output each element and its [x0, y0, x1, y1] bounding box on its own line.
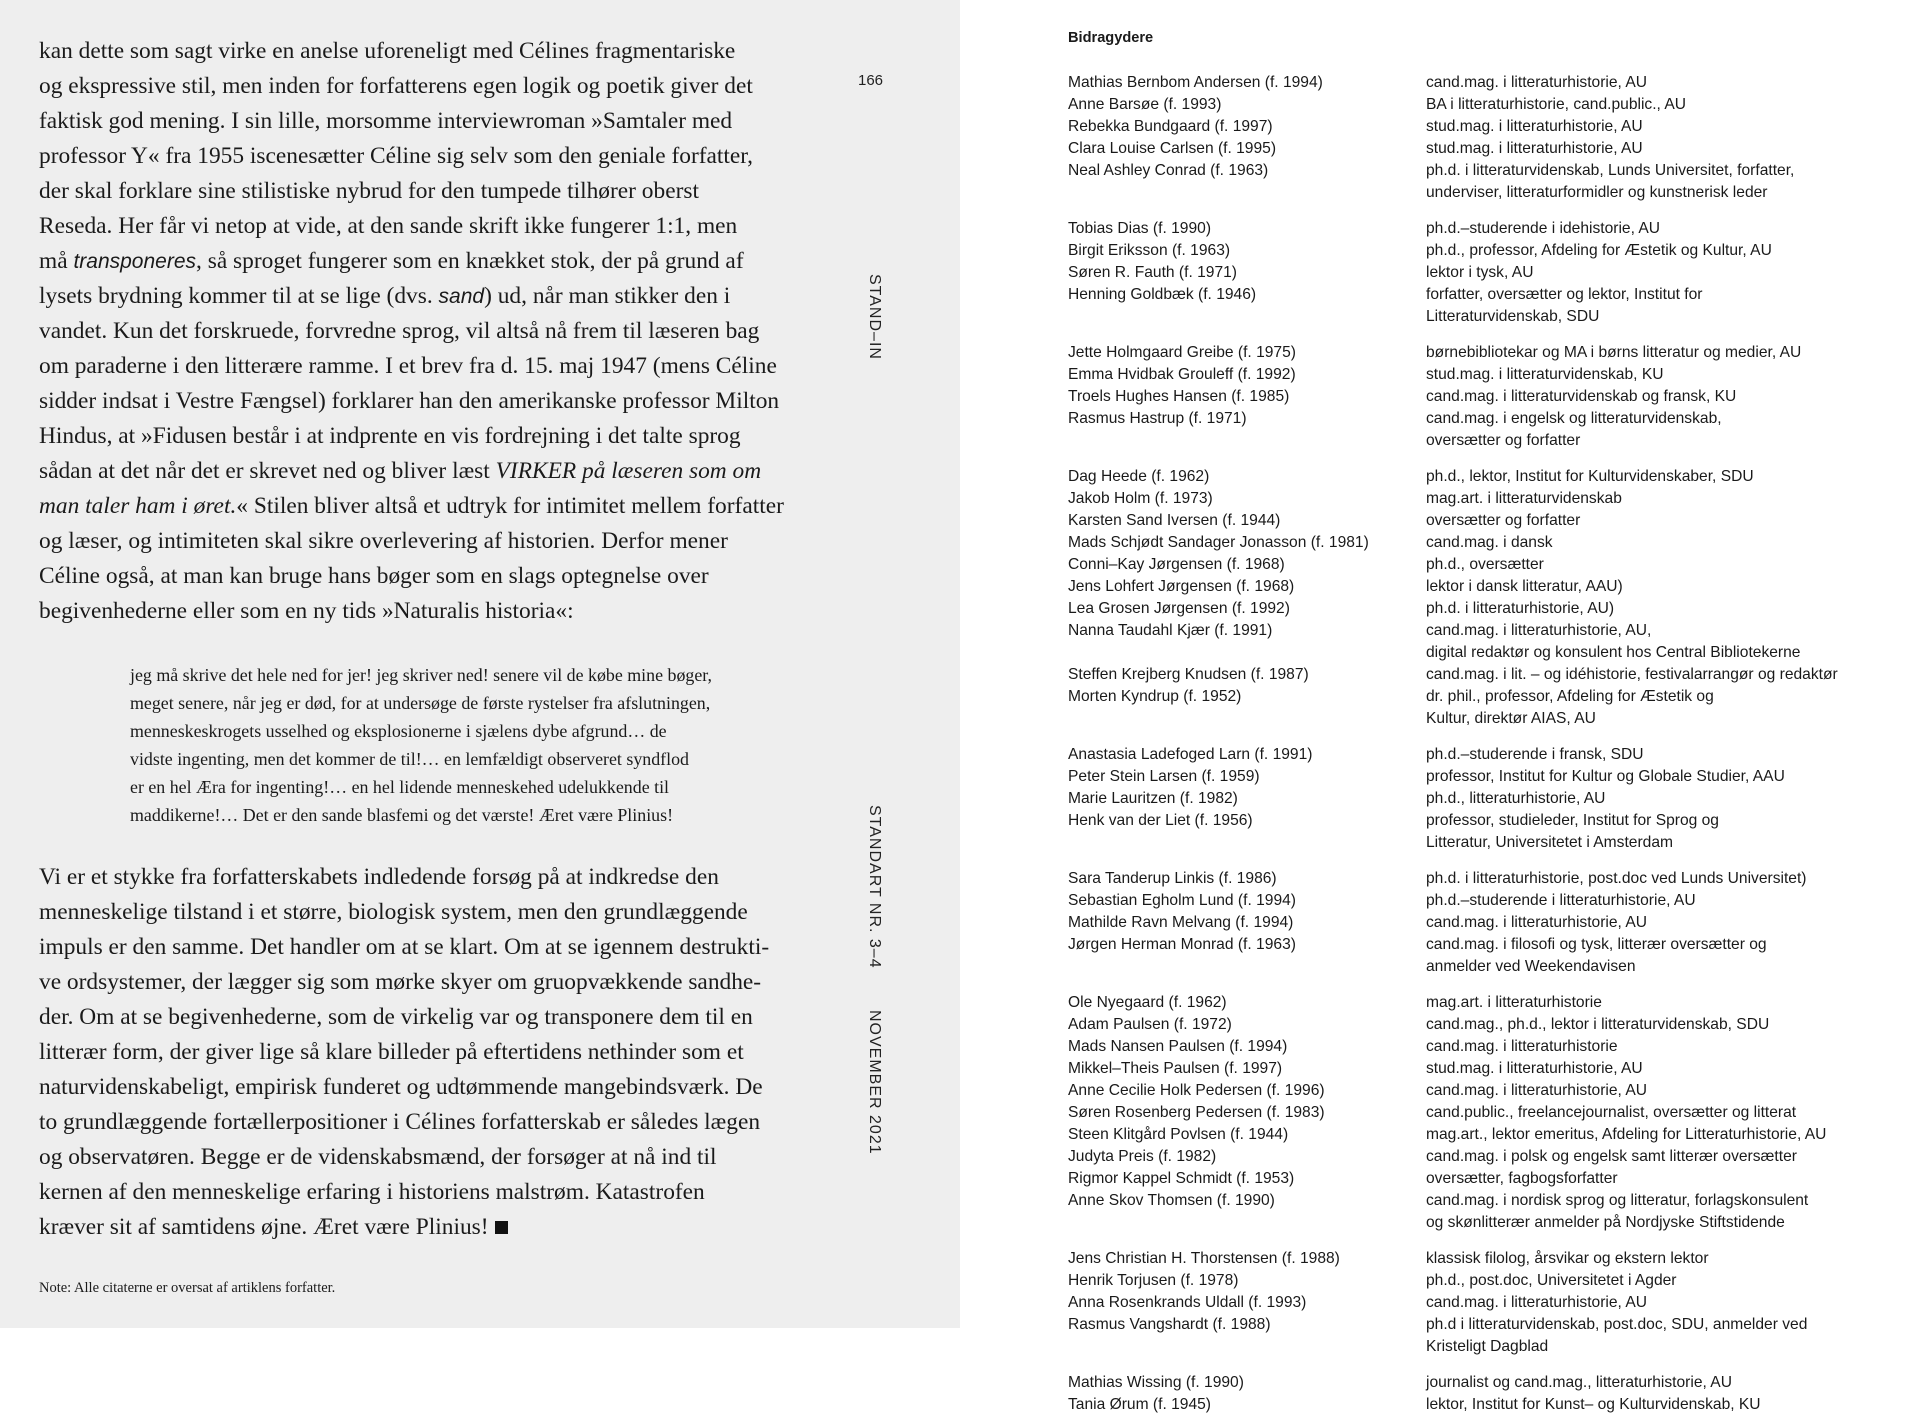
contributor-row: [1068, 1292, 1908, 1314]
text-run: sidder indsat i Vestre Fængsel) forklarer han den amerikanske professor Milton: [39, 388, 780, 414]
contributor-name: Marie Lauritzen (f. 1982): [1068, 790, 1238, 807]
contributor-name: Anne Cecilie Holk Pedersen (f. 1996): [1068, 1082, 1325, 1099]
text-line: kernen af den menneskelige erfaring i historiens malstrøm. Katastrofen: [39, 1179, 705, 1205]
contributor-description: stud.mag. i litteraturhistorie, AU: [1426, 118, 1643, 135]
contributor-row: [1068, 488, 1908, 510]
contributor-description: klassisk filolog, årsvikar og ekstern lektor: [1426, 1250, 1709, 1267]
contributor-description: ph.d.–studerende i litteraturhistorie, AU: [1426, 892, 1696, 909]
contributor-description: cand.mag. i nordisk sprog og litteratur, forlagskonsulent og skønlitterær anmelder på Nordjyske Stiftstidende: [1426, 1192, 1809, 1231]
contributor-row: [1068, 116, 1908, 138]
text-line: [39, 279, 805, 314]
contributor-row: [1068, 342, 1908, 364]
contributor-description: lektor i dansk litteratur, AAU): [1426, 578, 1623, 595]
text-run: Céline også, at man kan bruge hans bøger som en slags optegnelse over: [39, 563, 709, 589]
text-run: vandet. Kun det forskruede, forvredne sprog, vil altså nå frem til læseren bag: [39, 318, 760, 344]
contributor-description: ph.d. i litteraturhistorie, post.doc ved Lunds Universitet): [1426, 870, 1807, 887]
contributor-name: Troels Hughes Hansen (f. 1985): [1068, 388, 1290, 405]
contributor-description: professor, studieleder, Institut for Sprog og Litteratur, Universitetet i Amsterdam: [1426, 812, 1719, 851]
text-line: Vi er et stykke fra forfatterskabets indledende forsøg på at indkredse den: [39, 864, 719, 890]
contributor-description: ph.d.–studerende i fransk, SDU: [1426, 746, 1644, 763]
text-line: [39, 559, 805, 594]
contributor-name: Tobias Dias (f. 1990): [1068, 220, 1212, 237]
contributor-description: cand.public., freelancejournalist, oversætter og litterat: [1426, 1104, 1797, 1121]
left-page: [0, 0, 960, 1328]
text-line: [39, 314, 805, 349]
text-run: lysets brydning kommer til at se lige (dvs.: [39, 283, 439, 309]
quote-line: vidste ingenting, men det kommer de til!… en lemfældigt observeret syndflod: [130, 749, 689, 769]
text-line: impuls er den samme. Det handler om at se klart. Om at se igennem destrukti-: [39, 934, 770, 960]
text-line: [39, 489, 805, 524]
text-run: kræver sit af samtidens øjne. Æret være Plinius!: [39, 1214, 489, 1240]
block-quote: [130, 661, 810, 829]
contributor-row: [1068, 386, 1908, 408]
contributor-group: [1068, 342, 1908, 452]
contributor-description: cand.mag. i litteraturhistorie, AU, digital redaktør og konsulent hos Central Bibliotekerne: [1426, 622, 1801, 661]
contributor-row: [1068, 686, 1908, 730]
contributor-description: ph.d., oversætter: [1426, 556, 1544, 573]
text-run: og læser, og intimiteten skal sikre overlevering af historien. Derfor mener: [39, 528, 728, 554]
contributor-name: Anastasia Ladefoged Larn (f. 1991): [1068, 746, 1313, 763]
contributor-row: [1068, 1036, 1908, 1058]
contributor-name: Ole Nyegaard (f. 1962): [1068, 994, 1227, 1011]
text-run: « Stilen bliver altså et udtryk for intimitet mellem forfatter: [236, 493, 784, 519]
contributor-row: [1068, 992, 1908, 1014]
contributor-row: [1068, 810, 1908, 854]
contributor-description: cand.mag. i litteraturhistorie, AU: [1426, 74, 1648, 91]
contributor-row: [1068, 620, 1908, 664]
body-paragraph-1: [39, 34, 805, 629]
contributor-name: Sara Tanderup Linkis (f. 1986): [1068, 870, 1277, 887]
contributor-group: [1068, 218, 1908, 328]
quote-line: menneskeskrogets usselhed og eksplosionerne i sjælens dybe afgrund… de: [130, 721, 667, 741]
text-line: menneskelige tilstand i et større, biologisk system, men den grundlæggende: [39, 899, 748, 925]
contributor-name: Clara Louise Carlsen (f. 1995): [1068, 140, 1277, 157]
text-line: [39, 1210, 805, 1245]
contributor-description: mag.art. i litteraturvidenskab: [1426, 490, 1622, 507]
contributor-description: cand.mag. i engelsk og litteraturvidenskab, oversætter og forfatter: [1426, 410, 1722, 449]
contributor-group: [1068, 1248, 1908, 1358]
contributor-group: [1068, 744, 1908, 854]
text-line: [39, 454, 805, 489]
contributor-row: [1068, 1014, 1908, 1036]
contributor-name: Mads Nansen Paulsen (f. 1994): [1068, 1038, 1288, 1055]
running-section-title: STAND–IN: [866, 274, 883, 360]
contributor-name: Mathias Wissing (f. 1990): [1068, 1374, 1244, 1391]
text-run: Hindus, at »Fidusen består i at indprente en vis fordrejning i det talte sprog: [39, 423, 741, 449]
contributor-description: ph.d., litteraturhistorie, AU: [1426, 790, 1606, 807]
contributor-name: Rasmus Hastrup (f. 1971): [1068, 410, 1247, 427]
page-number: 166: [858, 72, 884, 89]
contributor-row: [1068, 1270, 1908, 1292]
text-line: [39, 524, 805, 559]
contributor-name: Neal Ashley Conrad (f. 1963): [1068, 162, 1269, 179]
quote-line: maddikerne!… Det er den sande blasfemi og det værste! Æret være Plinius!: [130, 805, 674, 825]
contributor-name: Søren R. Fauth (f. 1971): [1068, 264, 1238, 281]
contributor-name: Judyta Preis (f. 1982): [1068, 1148, 1217, 1165]
text-line: litterær form, der giver lige så klare billeder på eftertidens nethinder som et: [39, 1039, 744, 1065]
contributor-name: Henk van der Liet (f. 1956): [1068, 812, 1253, 829]
contributor-name: Mikkel–Theis Paulsen (f. 1997): [1068, 1060, 1283, 1077]
contributor-description: ph.d., professor, Afdeling for Æstetik og Kultur, AU: [1426, 242, 1772, 259]
contributor-row: [1068, 576, 1908, 598]
contributor-row: [1068, 1124, 1908, 1146]
contributor-row: [1068, 1314, 1908, 1358]
contributor-row: [1068, 408, 1908, 452]
text-line: [39, 419, 805, 454]
contributor-name: Mads Schjødt Sandager Jonasson (f. 1981): [1068, 534, 1369, 551]
contributor-description: oversætter og forfatter: [1426, 512, 1581, 529]
italic-run: VIRKER på læseren som om: [495, 458, 762, 484]
text-line: [39, 594, 805, 629]
text-run: faktisk god mening. I sin lille, morsomme interviewroman »Samtaler med: [39, 108, 733, 134]
contributor-group: [1068, 72, 1908, 204]
contributor-row: [1068, 664, 1908, 686]
quote-line: jeg må skrive det hele ned for jer! jeg skriver ned! senere vil de købe mine bøger,: [130, 665, 712, 685]
contributor-name: Karsten Sand Iversen (f. 1944): [1068, 512, 1281, 529]
contributor-row: [1068, 262, 1908, 284]
contributor-name: Adam Paulsen (f. 1972): [1068, 1016, 1232, 1033]
contributor-name: Henning Goldbæk (f. 1946): [1068, 286, 1257, 303]
contributor-name: Steffen Krejberg Knudsen (f. 1987): [1068, 666, 1309, 683]
contributor-row: [1068, 284, 1908, 328]
contributor-row: [1068, 466, 1908, 488]
contributor-row: [1068, 160, 1908, 204]
contributor-group: [1068, 868, 1908, 978]
contributor-description: ph.d.–studerende i idehistorie, AU: [1426, 220, 1661, 237]
contributor-description: cand.mag. i dansk: [1426, 534, 1553, 551]
italic-run: sand: [438, 285, 485, 308]
running-magazine-title: STANDART NR. 3–4: [866, 805, 883, 969]
contributors-list: [1068, 72, 1908, 1416]
contributor-name: Rigmor Kappel Schmidt (f. 1953): [1068, 1170, 1295, 1187]
text-line: der. Om at se begivenhederne, som de virkelig var og transponere dem til en: [39, 1004, 753, 1030]
contributor-description: professor, Institut for Kultur og Globale Studier, AAU: [1426, 768, 1785, 785]
text-run: , så sproget fungerer som en knækket stok, der på grund af: [196, 248, 744, 274]
contributor-description: cand.mag. i litteraturhistorie, AU: [1426, 1294, 1648, 1311]
contributor-group: [1068, 992, 1908, 1234]
contributor-row: [1068, 1190, 1908, 1234]
contributor-row: [1068, 1372, 1908, 1394]
contributor-name: Jens Christian H. Thorstensen (f. 1988): [1068, 1250, 1340, 1267]
text-run: må: [39, 248, 74, 274]
body-paragraph-2: [39, 860, 805, 1245]
contributor-row: [1068, 554, 1908, 576]
contributor-name: Anne Skov Thomsen (f. 1990): [1068, 1192, 1275, 1209]
contributor-description: ph.d. i litteraturhistorie, AU): [1426, 600, 1615, 617]
running-issue-date: NOVEMBER 2021: [866, 1010, 883, 1155]
contributor-row: [1068, 766, 1908, 788]
text-line: ve ordsystemer, der lægger sig som mørke skyer om gruopvækkende sandhe-: [39, 969, 762, 995]
contributor-name: Morten Kyndrup (f. 1952): [1068, 688, 1242, 705]
end-mark-icon: [495, 1221, 508, 1234]
contributor-description: stud.mag. i litteraturvidenskab, KU: [1426, 366, 1664, 383]
contributor-row: [1068, 890, 1908, 912]
contributor-row: [1068, 72, 1908, 94]
contributor-row: [1068, 532, 1908, 554]
text-line: [39, 384, 805, 419]
contributor-description: børnebibliotekar og MA i børns litteratur og medier, AU: [1426, 344, 1802, 361]
contributor-row: [1068, 218, 1908, 240]
contributor-row: [1068, 912, 1908, 934]
text-run: professor Y« fra 1955 iscenesætter Céline sig selv som den geniale forfatter,: [39, 143, 753, 169]
text-line: [39, 209, 805, 244]
contributor-description: cand.mag. i litteraturhistorie, AU: [1426, 914, 1648, 931]
italic-run: man taler ham i øret.: [39, 493, 237, 519]
text-run: der skal forklare sine stilistiske nybrud for den tumpede tilhører oberst: [39, 178, 699, 204]
quote-line: er en hel Æra for ingenting!… en hel lidende menneskehed udelukkende til: [130, 777, 670, 797]
contributor-group: [1068, 1372, 1908, 1416]
text-run: om paraderne i den litterære ramme. I et brev fra d. 15. maj 1947 (mens Céline: [39, 353, 777, 379]
contributor-name: Jakob Holm (f. 1973): [1068, 490, 1213, 507]
text-line: [39, 104, 805, 139]
contributor-name: Jette Holmgaard Greibe (f. 1975): [1068, 344, 1296, 361]
contributor-name: Emma Hvidbak Grouleff (f. 1992): [1068, 366, 1296, 383]
contributor-row: [1068, 1168, 1908, 1190]
text-line: [39, 174, 805, 209]
contributor-description: cand.mag. i polsk og engelsk samt litterær oversætter: [1426, 1148, 1797, 1165]
contributor-row: [1068, 744, 1908, 766]
contributor-description: stud.mag. i litteraturhistorie, AU: [1426, 140, 1643, 157]
contributor-name: Jørgen Herman Monrad (f. 1963): [1068, 936, 1296, 953]
contributor-description: journalist og cand.mag., litteraturhistorie, AU: [1426, 1374, 1732, 1391]
contributors-heading: Bidragydere: [1068, 30, 1154, 46]
contributor-name: Lea Grosen Jørgensen (f. 1992): [1068, 600, 1290, 617]
contributor-name: Mathias Bernbom Andersen (f. 1994): [1068, 74, 1323, 91]
contributor-name: Dag Heede (f. 1962): [1068, 468, 1210, 485]
text-line: og observatøren. Begge er de videnskabsmænd, der forsøger at nå ind til: [39, 1144, 717, 1170]
contributor-description: oversætter, fagbogsforfatter: [1426, 1170, 1618, 1187]
contributor-description: cand.mag. i litteraturvidenskab og fransk, KU: [1426, 388, 1737, 405]
text-line: [39, 34, 805, 69]
text-line: [39, 244, 805, 279]
contributor-name: Rasmus Vangshardt (f. 1988): [1068, 1316, 1271, 1333]
contributor-row: [1068, 510, 1908, 532]
contributor-row: [1068, 1146, 1908, 1168]
contributor-row: [1068, 138, 1908, 160]
contributor-name: Jens Lohfert Jørgensen (f. 1968): [1068, 578, 1295, 595]
contributor-description: cand.mag. i litteraturhistorie: [1426, 1038, 1618, 1055]
contributor-row: [1068, 1080, 1908, 1102]
contributor-name: Mathilde Ravn Melvang (f. 1994): [1068, 914, 1294, 931]
contributor-description: cand.mag. i lit. – og idéhistorie, festivalarrangør og redaktør: [1426, 666, 1838, 683]
contributor-name: Henrik Torjusen (f. 1978): [1068, 1272, 1239, 1289]
contributor-description: stud.mag. i litteraturhistorie, AU: [1426, 1060, 1643, 1077]
quote-line: meget senere, når jeg er død, for at undersøge de første rystelser fra afslutningen,: [130, 693, 711, 713]
footnote: Note: Alle citaterne er oversat af artiklens forfatter.: [39, 1280, 336, 1296]
contributor-row: [1068, 94, 1908, 116]
contributor-row: [1068, 1248, 1908, 1270]
contributor-row: [1068, 788, 1908, 810]
contributor-name: Søren Rosenberg Pedersen (f. 1983): [1068, 1104, 1325, 1121]
contributor-name: Anne Barsøe (f. 1993): [1068, 96, 1222, 113]
contributor-name: Conni–Kay Jørgensen (f. 1968): [1068, 556, 1285, 573]
contributor-description: ph.d., post.doc, Universitetet i Agder: [1426, 1272, 1677, 1289]
contributor-description: lektor i tysk, AU: [1426, 264, 1534, 281]
contributor-description: cand.mag. i litteraturhistorie, AU: [1426, 1082, 1648, 1099]
italic-run: transponeres: [73, 250, 197, 273]
text-line: [39, 139, 805, 174]
contributor-name: Anna Rosenkrands Uldall (f. 1993): [1068, 1294, 1307, 1311]
contributor-description: dr. phil., professor, Afdeling for Æstetik og Kultur, direktør AIAS, AU: [1426, 688, 1714, 727]
contributor-description: cand.mag. i filosofi og tysk, litterær oversætter og anmelder ved Weekendavisen: [1426, 936, 1767, 975]
contributor-row: [1068, 240, 1908, 262]
text-line: [39, 349, 805, 384]
contributor-row: [1068, 364, 1908, 386]
text-run: ) ud, når man stikker den i: [484, 283, 731, 309]
text-run: begivenhederne eller som en ny tids »Naturalis historia«:: [39, 598, 574, 624]
text-line: naturvidenskabeligt, empirisk funderet og udtømmende mangebindsværk. De: [39, 1074, 763, 1100]
contributor-name: Tania Ørum (f. 1945): [1068, 1396, 1212, 1413]
contributor-name: Birgit Eriksson (f. 1963): [1068, 242, 1231, 259]
contributor-description: lektor, Institut for Kunst– og Kulturvidenskab, KU: [1426, 1396, 1761, 1413]
contributor-name: Steen Klitgård Povlsen (f. 1944): [1068, 1126, 1289, 1143]
text-run: sådan at det når det er skrevet ned og bliver læst: [39, 458, 496, 484]
contributor-description: ph.d i litteraturvidenskab, post.doc, SDU, anmelder ved Kristeligt Dagblad: [1426, 1316, 1808, 1355]
contributor-description: mag.art. i litteraturhistorie: [1426, 994, 1602, 1011]
contributor-name: Nanna Taudahl Kjær (f. 1991): [1068, 622, 1273, 639]
text-line: [39, 69, 805, 104]
contributor-group: [1068, 466, 1908, 730]
contributor-row: [1068, 1102, 1908, 1124]
contributor-description: ph.d. i litteraturvidenskab, Lunds Universitet, forfatter, underviser, litteraturformidler og kunstnerisk leder: [1426, 162, 1795, 201]
contributor-name: Peter Stein Larsen (f. 1959): [1068, 768, 1260, 785]
contributor-description: mag.art., lektor emeritus, Afdeling for Litteraturhistorie, AU: [1426, 1126, 1827, 1143]
contributor-row: [1068, 868, 1908, 890]
contributor-description: cand.mag., ph.d., lektor i litteraturvidenskab, SDU: [1426, 1016, 1770, 1033]
contributor-name: Rebekka Bundgaard (f. 1997): [1068, 118, 1273, 135]
text-line: to grundlæggende fortællerpositioner i Célines forfatterskab er således lægen: [39, 1109, 761, 1135]
text-run: kan dette som sagt virke en anelse uforeneligt med Célines fragmentariske: [39, 38, 736, 64]
text-run: Reseda. Her får vi netop at vide, at den sande skrift ikke fungerer 1:1, men: [39, 213, 738, 239]
contributor-description: ph.d., lektor, Institut for Kulturvidenskaber, SDU: [1426, 468, 1754, 485]
contributor-row: [1068, 1058, 1908, 1080]
contributor-row: [1068, 934, 1908, 978]
contributor-name: Sebastian Egholm Lund (f. 1994): [1068, 892, 1296, 909]
contributor-row: [1068, 1394, 1908, 1416]
text-run: og ekspressive stil, men inden for forfatterens egen logik og poetik giver det: [39, 73, 753, 99]
contributor-description: BA i litteraturhistorie, cand.public., AU: [1426, 96, 1687, 113]
contributor-description: forfatter, oversætter og lektor, Institut for Litteraturvidenskab, SDU: [1426, 286, 1703, 325]
contributor-row: [1068, 598, 1908, 620]
